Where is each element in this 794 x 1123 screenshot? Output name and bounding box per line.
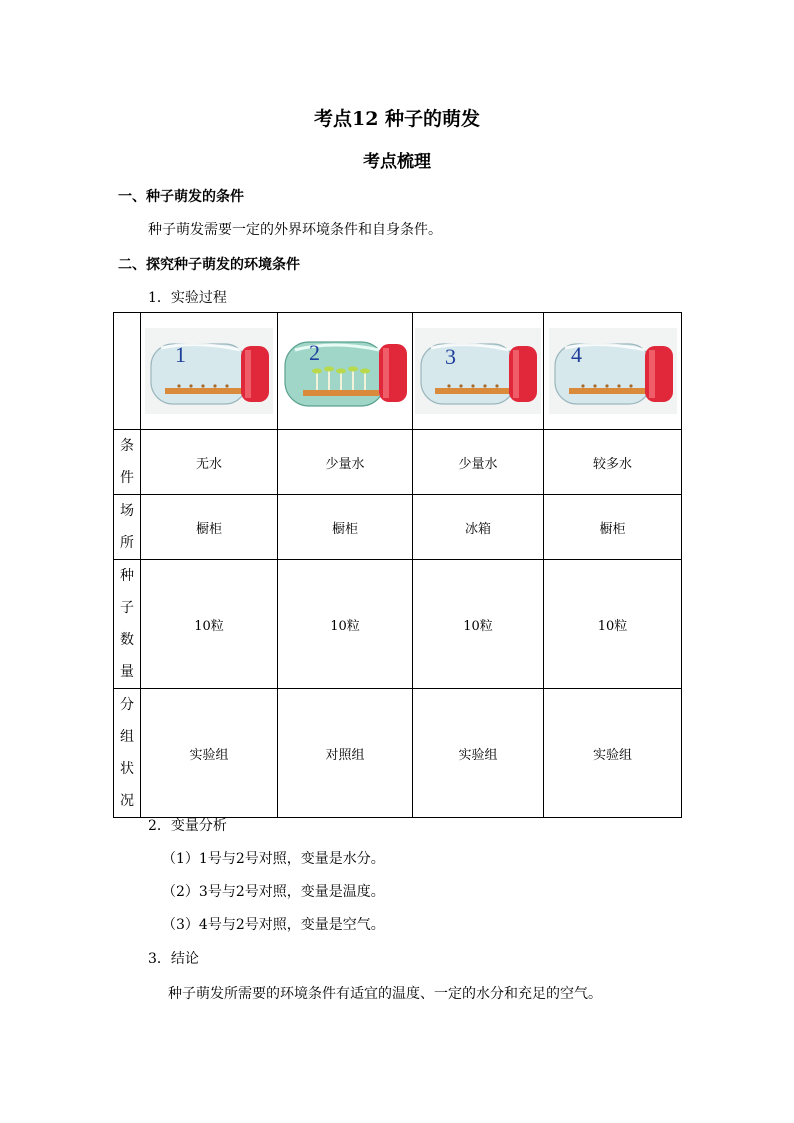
section-heading-conditions: 一、种子萌发的条件	[118, 189, 244, 205]
jar-number: 1	[175, 342, 186, 367]
step-label-analysis: 2．变量分析	[148, 818, 227, 834]
jar-number: 3	[445, 344, 456, 369]
jar-number: 2	[309, 340, 320, 365]
step-label-process: 1．实验过程	[148, 290, 227, 306]
step-label-conclusion: 3．结论	[148, 951, 199, 967]
jar-number: 4	[570, 342, 582, 367]
table-corner-cell	[114, 313, 141, 430]
table-cell: 实验组	[141, 689, 278, 818]
table-cell: 橱柜	[278, 495, 413, 560]
table-cell: 较多水	[544, 430, 682, 495]
page-subtitle: 考点梳理	[363, 152, 431, 172]
row-label-seeds: 种 子 数 量	[114, 560, 141, 689]
conclusion-text: 种子萌发所需要的环境条件有适宜的温度、一定的水分和充足的空气。	[168, 986, 602, 1002]
jar-cell-2	[278, 313, 413, 430]
seed-jar-image	[549, 328, 677, 414]
table-cell: 实验组	[413, 689, 544, 818]
seed-jar-image	[145, 328, 273, 414]
row-label-place: 场 所	[114, 495, 141, 560]
section-text-conditions: 种子萌发需要一定的外界环境条件和自身条件。	[148, 222, 442, 238]
table-row-group	[114, 689, 682, 818]
analysis-item: （1）1号与2号对照，变量是水分。	[162, 851, 385, 867]
table-cell: 少量水	[278, 430, 413, 495]
table-cell: 实验组	[544, 689, 682, 818]
seed-jar-image	[415, 328, 541, 414]
table-cell: 橱柜	[141, 495, 278, 560]
table-row-seeds	[114, 560, 682, 689]
row-label-group: 分 组 状 况	[114, 689, 141, 818]
table-cell: 冰箱	[413, 495, 544, 560]
sprouting-jar-image	[281, 328, 409, 414]
table-cell: 少量水	[413, 430, 544, 495]
row-label-condition: 条 件	[114, 430, 141, 495]
analysis-item: （3）4号与2号对照，变量是空气。	[162, 917, 385, 933]
jar-cell-4	[544, 313, 682, 430]
table-cell: 10粒	[141, 560, 278, 689]
jar-cell-1	[141, 313, 278, 430]
table-cell: 无水	[141, 430, 278, 495]
jar-cell-3	[413, 313, 544, 430]
table-row-images	[114, 313, 682, 430]
table-row-condition	[114, 430, 682, 495]
table-row-place	[114, 495, 682, 560]
table-cell: 10粒	[278, 560, 413, 689]
table-cell: 橱柜	[544, 495, 682, 560]
table-cell: 10粒	[544, 560, 682, 689]
page-title: 考点12 种子的萌发	[313, 108, 481, 130]
section-heading-experiment: 二、探究种子萌发的环境条件	[118, 257, 300, 273]
analysis-item: （2）3号与2号对照，变量是温度。	[162, 884, 385, 900]
experiment-table	[113, 312, 682, 818]
table-cell: 10粒	[413, 560, 544, 689]
table-cell: 对照组	[278, 689, 413, 818]
